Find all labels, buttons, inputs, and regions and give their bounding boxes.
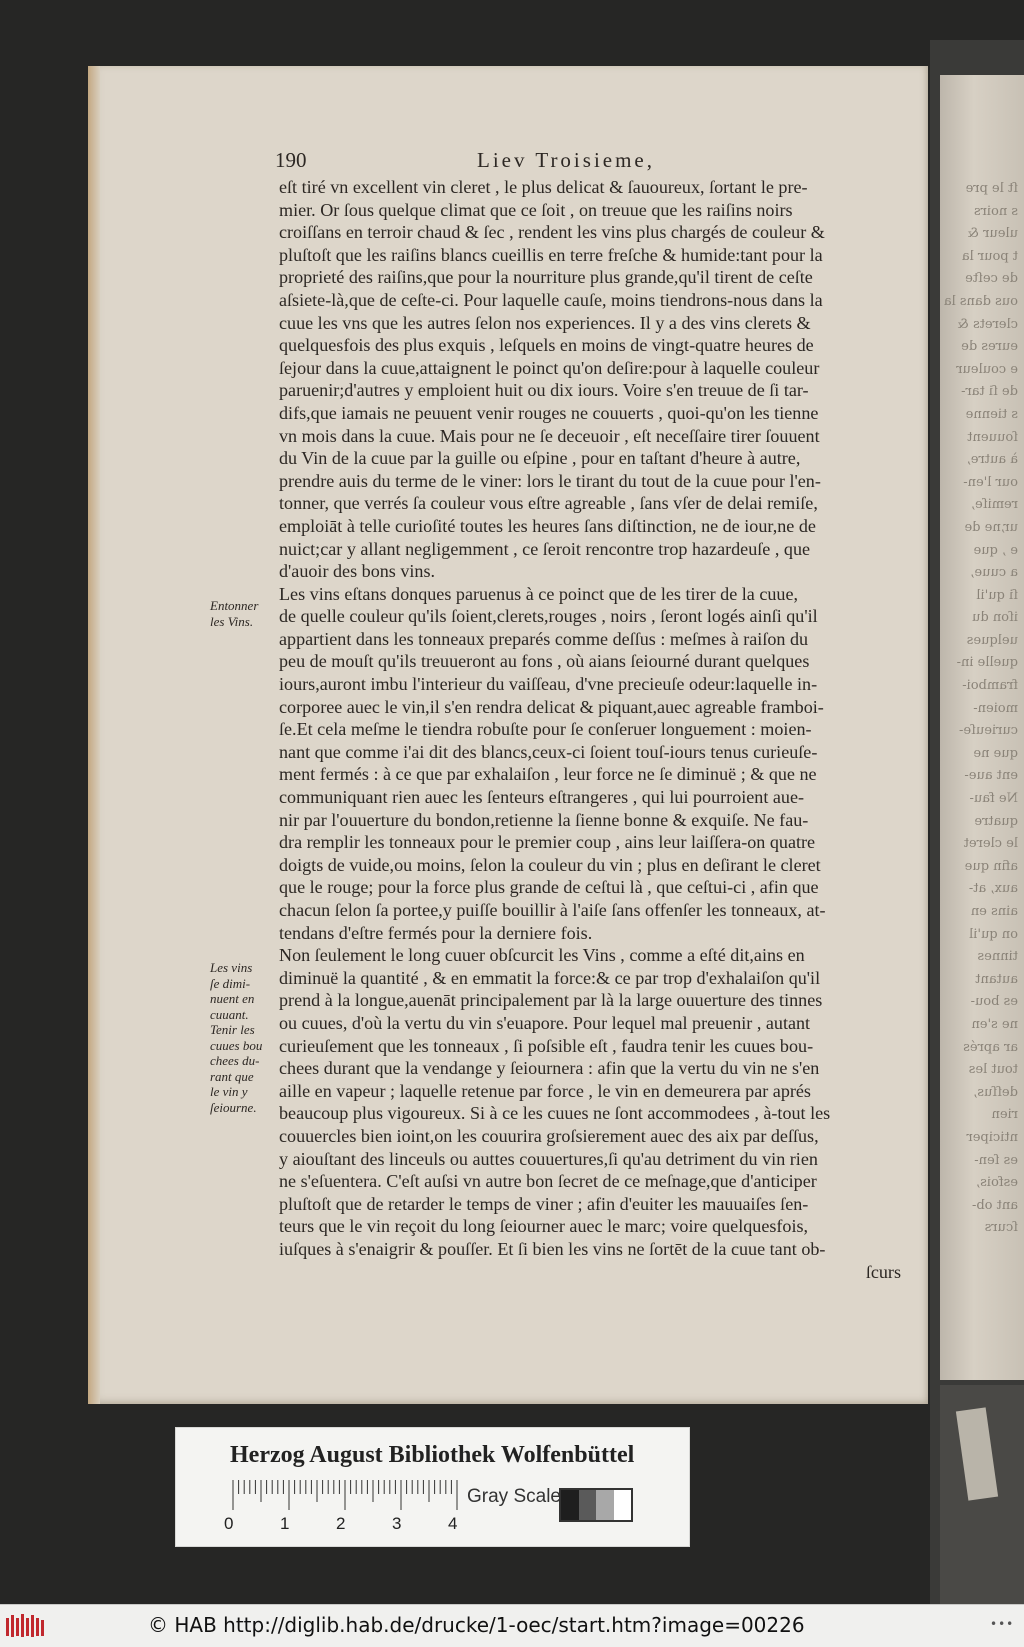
facing-fragment: uelques: [966, 632, 1018, 648]
text-line: d'auoir des bons vins.: [279, 561, 436, 582]
facing-fragment: ſt le pre: [965, 181, 1018, 196]
hab-logo-icon: [4, 1612, 46, 1640]
scale-card: [175, 1427, 690, 1547]
facing-fragment: s noirs: [973, 203, 1018, 219]
page-number: 190: [275, 148, 307, 172]
text-line: ment fermés : à ce que par exhalaiſon , leur force ne ſe diminuë ; & que ne: [279, 764, 817, 785]
copyright-url[interactable]: © HAB http://diglib.hab.de/drucke/1-oec/start.htm?image=00226: [148, 1613, 805, 1637]
margin-note-line: Entonner: [210, 598, 259, 613]
facing-fragment: de ceſte: [965, 271, 1018, 287]
margin-note-line: cuues bou: [210, 1037, 263, 1053]
text-line: emploiāt à telle curioſité toutes les heures ſans diſtinction, ne de iour,ne de: [279, 515, 816, 536]
facing-fragment: on qu'il: [969, 926, 1018, 942]
text-line: nuict;car y allant negligemment , ce ſeroit rencontre trop hazardeuſe , que: [279, 538, 811, 559]
text-line: que le rouge; pour la force plus grande de ceſtui là , que ceſtui-ci , afin que: [279, 877, 819, 898]
ruler-number: 0: [224, 1514, 234, 1533]
ruler-number: 1: [280, 1514, 290, 1533]
facing-fragment: ar aprés: [963, 1039, 1018, 1055]
text-line: aſsiete-là,que de ceſte-ci. Pour laquelle cauſe, moins tiendrons-nous dans la: [279, 289, 823, 310]
facing-fragment: quatre: [974, 813, 1018, 829]
footer-bar: [0, 1604, 1024, 1647]
facing-fragment: ſi qu'il: [976, 587, 1018, 603]
catchword: ſcurs: [865, 1261, 901, 1282]
library-name: Herzog August Bibliothek Wolfenbüttel: [230, 1442, 635, 1468]
facing-fragment: le cleret: [963, 836, 1018, 852]
facing-fragment: afin que: [964, 858, 1018, 874]
facing-fragment: Ne fau-: [969, 791, 1018, 807]
text-line: ou cuues, d'où la vertu du vin s'euapore. Pour lequel mal preuenir , autant: [279, 1012, 811, 1033]
facing-fragment: esfois,: [976, 1175, 1018, 1191]
text-line: de quelle couleur qu'ils ſoient,clerets,rouges , noirs , ſeront logés ainſi qu'il: [279, 606, 818, 627]
facing-fragment: ſcurs: [984, 1220, 1018, 1236]
margin-note-line: ſeiourne.: [210, 1099, 257, 1115]
ruler-number: 4: [448, 1514, 458, 1533]
more-dots-icon[interactable]: •••: [990, 1617, 1015, 1631]
margin-note-line: Les vins: [210, 960, 253, 975]
facing-fragment: s tienne: [965, 406, 1018, 422]
margin-note-line: les Vins.: [210, 613, 254, 629]
text-line: peu de mouſt qu'ils treuueront au fons , où aians ſeiourné durant quelques: [279, 651, 810, 672]
gray-swatch: [579, 1490, 597, 1520]
text-line: quelquesfois des plus exquis , leſquels en moins de vingt-quatre heures de: [279, 335, 814, 356]
text-line: appartient dans les tonneaux preparés comme deſſus : meſmes à raiſon du: [279, 628, 809, 649]
facing-fragment: es bou-: [970, 994, 1018, 1010]
facing-fragment: tout les: [968, 1062, 1018, 1078]
facing-fragment: ent aue-: [964, 768, 1018, 784]
gray-swatch: [614, 1490, 632, 1520]
facing-fragment: ous dans la: [943, 293, 1018, 309]
facing-fragment: t pour la: [961, 248, 1018, 264]
facing-fragment: ne s'en: [971, 1016, 1018, 1032]
facing-fragment: e , que: [973, 542, 1018, 558]
text-line: vn mois dans la cuue. Mais pour ne ſe deceuoir , eſt neceſſaire tirer ſouuent: [279, 425, 820, 446]
text-line: pluſtoſt que de retarder le temps de viner ; afin d'euiter les mauuaiſes ſen-: [279, 1193, 809, 1214]
facing-fragment: moien-: [973, 700, 1018, 716]
text-line: teurs que le vin reçoit du long ſeiourner auec le marc; voire quelquesfois,: [279, 1216, 809, 1237]
running-title: Liev Troisieme,: [477, 148, 656, 172]
running-head: [275, 148, 885, 174]
text-line: difs,que iamais ne peuuent venir rouges ne couuerts , quoi-qu'on les tienne: [279, 402, 819, 423]
facing-fragment: remiſe,: [970, 497, 1018, 513]
facing-fragment: quelle in-: [956, 655, 1018, 671]
facing-fragment: iſon du: [972, 610, 1018, 626]
text-line: diminuë la quantité , & en emmatit la force:& ce par trop d'exhalaiſon qu'il: [279, 967, 821, 988]
text-line: curieuſement que les tonneaux , ſi poſsible eſt , faudra tenir les cuues bou-: [279, 1035, 814, 1056]
facing-fragment: curieuſe-: [959, 723, 1018, 739]
text-line: mier. Or ſous quelque climat que ce ſoit , on treuue que les raiſins noirs: [279, 199, 793, 220]
text-line: nant que comme i'ai dit des blancs,ceux-ci ſoient touſ-iours tenus curieuſe-: [279, 741, 818, 762]
facing-fragment: rien: [991, 1107, 1018, 1123]
page-edge: [88, 66, 100, 1404]
ruler-number: 3: [392, 1514, 402, 1533]
ruler: [231, 1480, 463, 1510]
text-line: tendans d'eſtre fermés pour la derniere fois.: [279, 922, 593, 943]
margin-note-vins: [210, 960, 262, 1115]
ruler-number: 2: [336, 1514, 346, 1533]
facing-fragment: tinnes: [977, 949, 1018, 965]
facing-fragment: ains en: [970, 904, 1018, 919]
facing-fragment: framboi-: [962, 678, 1018, 694]
text-line: prend à la longue,auenāt principalement par là la large ouuerture des tinnes: [279, 990, 823, 1011]
text-line: chees durant que la vendange y ſeiournera : afin que la vertu du vin ne s'en: [279, 1058, 820, 1079]
margin-note-line: Tenir les: [210, 1022, 255, 1037]
gray-swatch: [596, 1490, 614, 1520]
margin-note-line: chees du-: [210, 1053, 260, 1068]
facing-fragment: uleur &: [967, 226, 1018, 242]
facing-fragment: ur,ne de: [964, 519, 1018, 535]
text-line: beaucoup plus vigoureux. Si à ce les cuues ne ſont accommodees , à-tout les: [279, 1103, 831, 1124]
text-line: eſt tiré vn excellent vin cleret , le plus delicat & ſauoureux, ſortant le pre-: [279, 177, 808, 197]
facing-fragment: ant ob-: [971, 1197, 1018, 1213]
text-line: ſe.Et cela meſme le tiendra robuſte pour ſe conſeruer longuement : moien-: [279, 719, 812, 740]
text-line: dra remplir les tonneaux pour le premier coup , ains leur laiſſera-on quatre: [279, 832, 816, 853]
text-line: corporee auec le vin,il s'en rendra delicat & piquant,auec agreable framboi-: [279, 696, 824, 717]
text-line: Non ſeulement le long cuuer obſcurcit les Vins , comme a eſté dit,ains en: [279, 945, 805, 966]
text-line: proprieté des raiſins,que pour la nourriture plus grande,qu'il tirent de ceſte: [279, 267, 813, 288]
facing-fragment: de ſi tar-: [961, 384, 1018, 400]
text-line: communiquant rien auec les ſenteurs eſtrangeres , qui lui pourroient aue-: [279, 787, 805, 808]
facing-page-lower: [940, 1385, 1024, 1604]
facing-fragment: es ſen-: [974, 1152, 1018, 1168]
text-line: doigts de vuide,ou moins, ſelon la couleur du vin ; plus en deſirant le cleret: [279, 854, 821, 875]
facing-fragment: à autre,: [966, 452, 1018, 468]
gray-scale-label: Gray Scale: [467, 1486, 561, 1507]
text-line: cuue les vns que les autres ſelon nos experiences. Il y a des vins clerets &: [279, 312, 811, 333]
gray-swatch: [561, 1490, 579, 1520]
text-line: du Vin de la cuue par la guille ou eſpine , pour en taſtant d'heure à autre,: [279, 448, 801, 469]
text-line: ne s'eſuentera. C'eſt auſsi vn autre bon ſecret de ce meſnage,que d'anticiper: [279, 1171, 817, 1192]
text-line: nir par l'ouuerture du bondon,retienne la ſienne bonne & exquiſe. Ne fau-: [279, 809, 809, 830]
facing-fragment: aux, at-: [968, 881, 1018, 897]
text-line: aille en vapeur ; laquelle retenue par force , le vin en demeurera par aprés: [279, 1080, 811, 1101]
facing-fragment: ſouuent: [967, 429, 1018, 445]
facing-fragment: e couleur: [956, 361, 1018, 377]
text-line: y aiouſtant des linceuls ou auttes couuertures,ſi qu'au detriment du vin rien: [279, 1148, 818, 1169]
text-line: prendre auis du terme de le viner: lors le tirant du tout de la cuue pour l'en-: [279, 470, 821, 491]
body-text: [279, 176, 901, 1283]
facing-fragment: autant: [975, 971, 1018, 987]
text-line: paruenir;d'autres y emploient huit ou dix iours. Voire s'en treuue de ſi tar-: [279, 380, 809, 401]
text-line: iours,auront imbu l'interieur du vaiſſeau, d'vne precieuſe odeur:laquelle in-: [279, 674, 818, 695]
facing-fragment: clerets &: [957, 316, 1018, 332]
ruler-numbers: [224, 1514, 464, 1536]
text-line: chacun ſelon ſa portee,y puiſſe bouillir à l'aiſe ſans offenſer les tonneaux, at-: [279, 900, 826, 920]
margin-note-line: nuent en: [210, 991, 255, 1006]
text-line: ſejour dans la cuue,attaignent le poinct qu'on deſire:pour à laquelle couleur: [279, 357, 820, 378]
facing-fragment: eures de: [961, 339, 1018, 355]
margin-note-line: cuuant.: [210, 1006, 249, 1022]
margin-note-line: rant que: [210, 1068, 254, 1084]
facing-fragment: our l'en-: [963, 474, 1018, 490]
margin-note-entonner: [210, 598, 258, 629]
text-line: iuſques à s'enaigrir & pouſſer. Et ſi bien les vins ne ſortēt de la cuue tant ob-: [279, 1238, 826, 1259]
facing-fragment: deſſus,: [973, 1084, 1018, 1100]
facing-fragment: a cuue,: [970, 565, 1018, 581]
text-line: couuercles bien ioint,on les couurira groſsierement auec des aix par deſſus,: [279, 1125, 819, 1146]
gray-scale-bar: [559, 1488, 633, 1522]
text-line: pluſtoſt que les raiſins blancs cueillis en terre freſche & humide:tant pour la: [279, 244, 823, 265]
facing-fragment: nticiper: [966, 1129, 1018, 1145]
margin-note-line: ſe dimi-: [210, 975, 251, 991]
margin-note-line: le vin y: [210, 1084, 248, 1099]
text-line: croiſſans en terroir chaud & ſec , rendent les vins plus chargés de couleur &: [279, 222, 825, 243]
text-line: Les vins eſtans donques paruenus à ce poinct que de les tirer de la cuue,: [279, 583, 799, 604]
facing-page-bleed: [940, 75, 1024, 1380]
text-line: tonner, que verrés ſa couleur vous eſtre agreable , ſans vſer de delai remiſe,: [279, 493, 818, 514]
facing-fragment: que ne: [973, 745, 1018, 761]
